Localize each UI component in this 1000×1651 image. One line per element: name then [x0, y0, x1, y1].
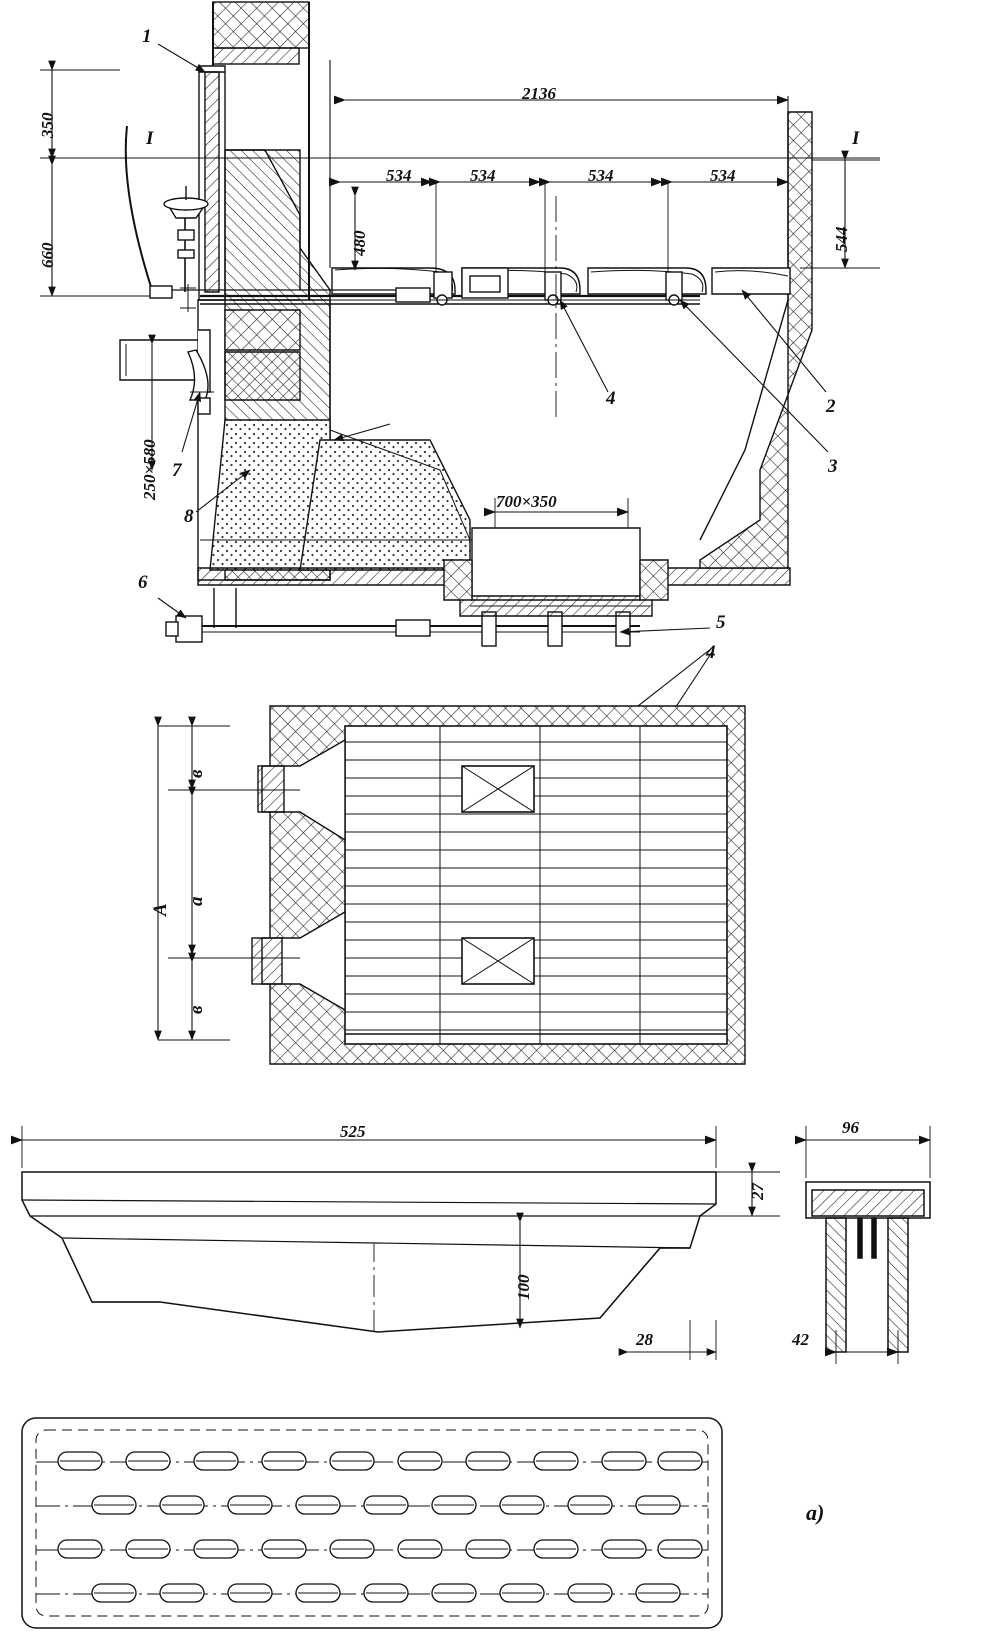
dim-top-plate-thickness: 27: [748, 1183, 767, 1200]
dim-plan-width-total: A: [150, 903, 171, 916]
dim-front-depth: 480: [350, 230, 369, 256]
sub-figure-label-a: a): [806, 1500, 825, 1525]
bar-detail-side: [22, 1172, 716, 1332]
bar-detail-end: [806, 1182, 930, 1352]
dim-bar-length: 525: [340, 1122, 366, 1141]
dim-ash-opening: 700×350: [496, 492, 557, 511]
callout-8: 8: [184, 506, 194, 527]
dim-height-top: 350: [38, 112, 57, 138]
section-view-group: [58, 2, 880, 646]
dim-plan-edge-left: в: [186, 769, 207, 778]
dim-bar-depth: 100: [514, 1274, 533, 1300]
dim-pitch-1: 534: [386, 166, 412, 185]
section-mark-right: I: [852, 128, 860, 149]
callout-7: 7: [172, 460, 182, 481]
dim-pitch-4: 534: [710, 166, 736, 185]
dim-rib-spacing: 42: [792, 1330, 809, 1349]
callout-5: 5: [716, 612, 726, 633]
callout-4: 4: [606, 388, 616, 409]
dim-pitch-3: 534: [588, 166, 614, 185]
dim-overall-length: 2136: [522, 84, 556, 103]
dim-rear-height: 544: [832, 226, 851, 252]
section-mark-left: I: [146, 128, 154, 149]
callout-4b: 4: [706, 642, 716, 663]
plan-view-group: [252, 706, 745, 1064]
dim-plan-inner-width: a: [186, 896, 207, 906]
dim-bar-end-thickness: 28: [636, 1330, 653, 1349]
dim-bar-width: 96: [842, 1118, 859, 1137]
dim-pitch-2: 534: [470, 166, 496, 185]
callout-3: 3: [828, 456, 838, 477]
bottom-panel-a: [22, 1418, 722, 1628]
callout-6: 6: [138, 572, 148, 593]
callout-1: 1: [142, 26, 152, 47]
dim-duct-section: 250×580: [140, 439, 159, 500]
dim-plan-edge-right: в: [186, 1005, 207, 1014]
callout-2: 2: [826, 396, 836, 417]
dim-height-lower: 660: [38, 242, 57, 268]
bar-detail-end-dims: [806, 1126, 930, 1364]
